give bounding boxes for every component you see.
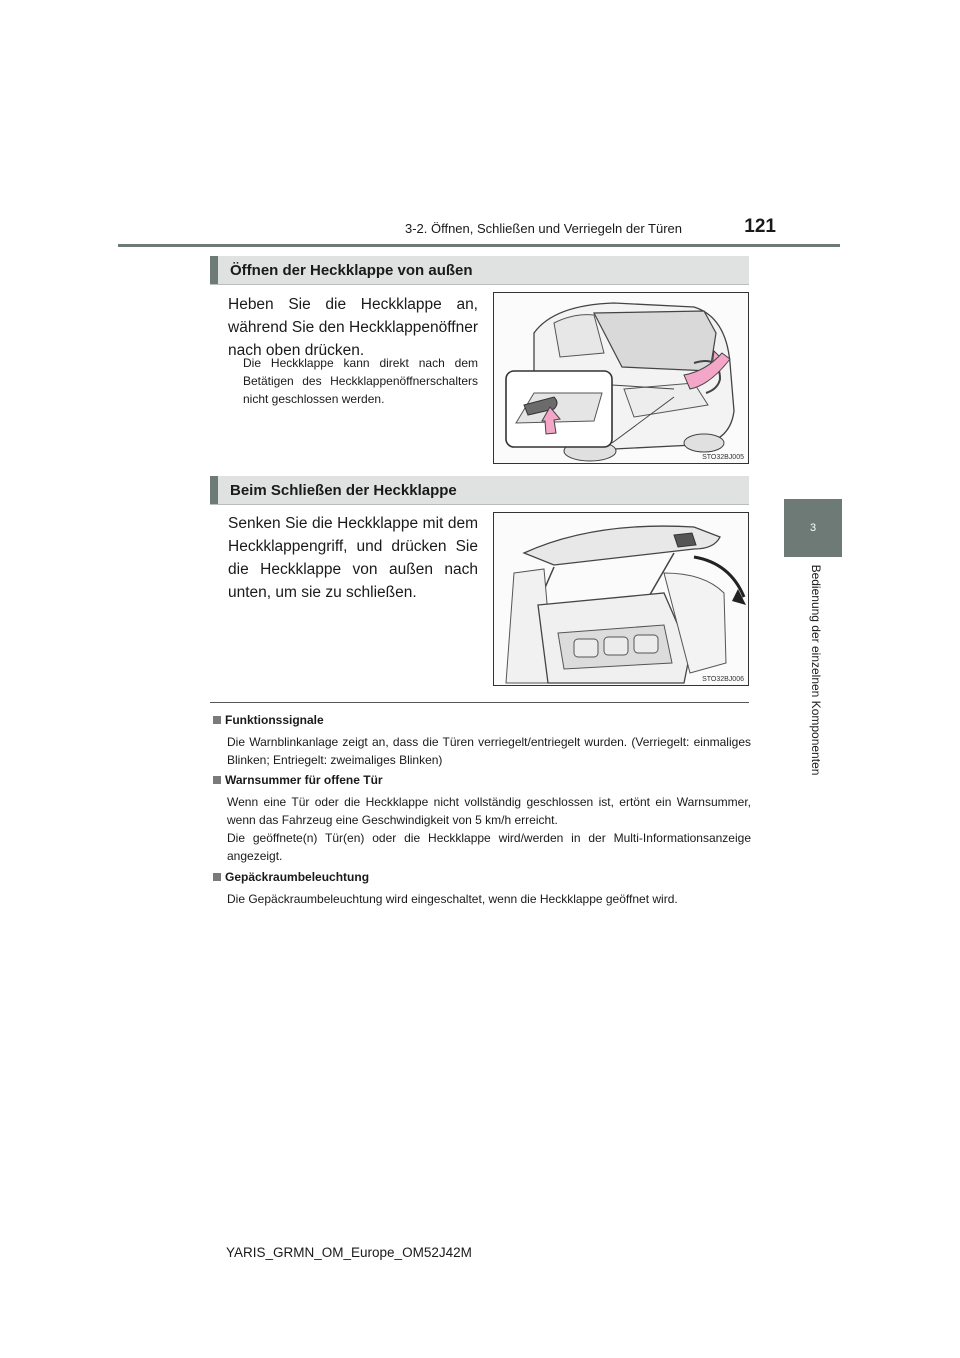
open-tailgate-illustration [494, 513, 748, 685]
topic-paragraph: Die Warnblinkanlage zeigt an, dass die Türen verriegelt/entriegelt wurden. (Verriegelt: einmaliges Blinken; Entriegelt: zweimaliges Blinken) [227, 735, 751, 767]
figure-code: STO32BJ005 [702, 454, 744, 461]
topic-paragraph: Die geöffnete(n) Tür(en) oder die Heckklappe wird/werden in der Multi-Informationsanzeige angezeigt. [227, 831, 751, 863]
running-header: 3-2. Öffnen, Schließen und Verriegeln der Türen [404, 221, 682, 236]
topic-luggage-light [213, 868, 751, 908]
header-rule [118, 244, 840, 247]
square-bullet-icon [213, 873, 221, 881]
page-number: 121 [744, 216, 776, 237]
car-rear-illustration [494, 293, 748, 463]
heading-bar [210, 476, 218, 504]
figure-code: STO32BJ006 [702, 676, 744, 683]
note-open: Die Heckklappe kann direkt nach dem Betätigen des Heckklappenöffnerschalters nicht geschlossen werden. [243, 356, 478, 406]
figure-close-tailgate [493, 512, 749, 686]
square-bullet-icon [213, 776, 221, 784]
square-bullet-icon [213, 716, 221, 724]
topic-title: Warnsummer für offene Tür [225, 773, 383, 787]
instruction-open: Heben Sie die Heckklappe an, während Sie den Heckklappenöffner nach oben drücken. [228, 296, 478, 359]
topic-paragraph: Die Gepäckraumbeleuchtung wird eingeschaltet, wenn die Heckklappe geöffnet wird. [227, 892, 678, 906]
instruction-close: Senken Sie die Heckklappe mit dem Heckklappengriff, und drücken Sie die Heckklappe von außen nach unten, um sie zu schließen. [228, 515, 478, 601]
document-code: YARIS_GRMN_OM_Europe_OM52J42M [226, 1245, 472, 1260]
section-heading-open [210, 256, 749, 285]
topic-functionsignals [213, 711, 751, 769]
section-divider [210, 702, 749, 703]
topic-paragraph: Wenn eine Tür oder die Heckklappe nicht vollständig geschlossen ist, ertönt ein Warnsummer, wenn das Fahrzeug eine Geschwindigkeit von 5 km/h erreicht. [227, 795, 751, 827]
topic-title: Gepäckraumbeleuchtung [225, 870, 370, 884]
section-heading-text: Öffnen der Heckklappe von außen [230, 261, 473, 279]
section-heading-close [210, 476, 749, 505]
section-heading-text: Beim Schließen der Heckklappe [230, 481, 457, 499]
figure-open-tailgate [493, 292, 749, 464]
chapter-side-label: Bedienung der einzelnen Komponenten [809, 564, 823, 776]
heading-bar [210, 256, 218, 284]
chapter-number: 3 [809, 522, 817, 534]
topic-door-buzzer [213, 771, 751, 865]
topic-title: Funktionssignale [225, 713, 324, 727]
